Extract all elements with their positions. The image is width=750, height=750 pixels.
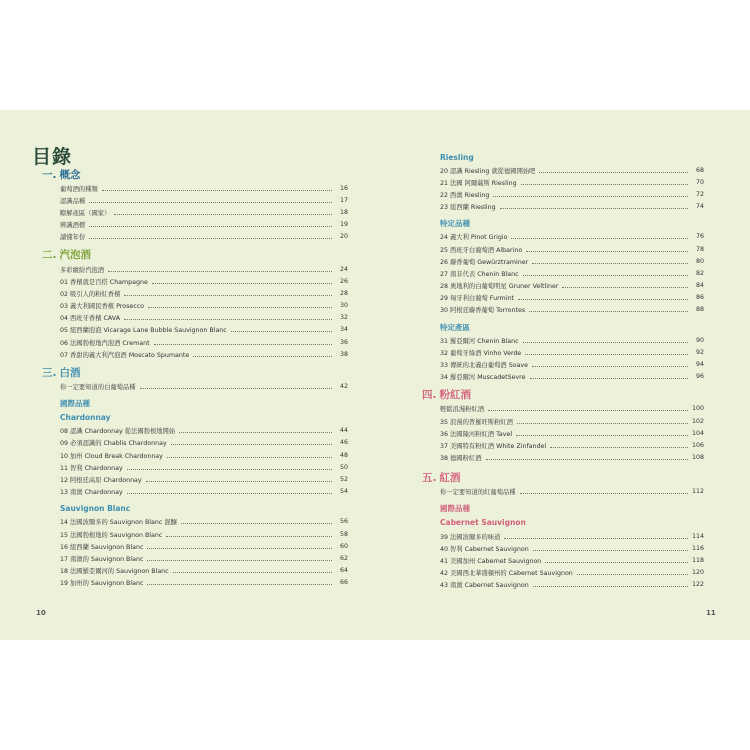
toc-entry-label: 多彩繽紛汽泡酒 bbox=[60, 266, 105, 274]
toc-entry-label: 02 吸引人的粉紅香檳 bbox=[60, 290, 121, 298]
toc-entry-label: 39 法國波爾多的味道 bbox=[440, 533, 501, 541]
toc-entry[interactable] bbox=[440, 292, 704, 304]
toc-entry-page: 16 bbox=[339, 184, 348, 192]
toc-entry[interactable] bbox=[60, 449, 348, 461]
toc-entry[interactable] bbox=[60, 516, 348, 528]
dot-leader bbox=[518, 299, 688, 300]
toc-entry[interactable] bbox=[440, 267, 704, 279]
toc-entry-page: 78 bbox=[695, 245, 704, 253]
toc-entry-page: 100 bbox=[691, 405, 704, 413]
subheading-special-regions: 特定產區 bbox=[440, 322, 470, 332]
toc-entry-page: 62 bbox=[339, 554, 348, 562]
dot-leader bbox=[511, 238, 688, 239]
toc-entry[interactable] bbox=[440, 579, 704, 591]
toc-entry[interactable] bbox=[60, 275, 348, 287]
toc-entry-label: 17 南澳的 Sauvignon Blanc bbox=[60, 555, 144, 563]
section-rose-list bbox=[440, 403, 704, 464]
toc-entry[interactable] bbox=[60, 312, 348, 324]
toc-entry[interactable] bbox=[440, 486, 704, 498]
toc-entry-page: 38 bbox=[339, 350, 348, 358]
dot-leader bbox=[545, 562, 688, 563]
toc-entry-label: 43 南澳 Cabernet Sauvignon bbox=[440, 582, 529, 590]
toc-entry-label: 你一定要知道的白葡萄品種 bbox=[60, 384, 136, 392]
section-sparkling-heading: 二. 汽泡酒 bbox=[42, 249, 91, 262]
toc-entry-page: 108 bbox=[691, 454, 704, 462]
toc-entry-label: 37 美國特有粉紅酒 White Zinfandel bbox=[440, 442, 547, 450]
toc-entry-page: 104 bbox=[691, 429, 704, 437]
toc-entry-page: 122 bbox=[691, 581, 704, 589]
dot-leader bbox=[193, 356, 332, 357]
toc-entry-label: 你一定要知道的紅葡萄品種 bbox=[440, 489, 516, 497]
subheading-chardonnay: Chardonnay bbox=[60, 413, 111, 423]
toc-entry-page: 64 bbox=[339, 567, 348, 575]
toc-entry-page: 92 bbox=[695, 348, 704, 356]
toc-entry-page: 86 bbox=[695, 294, 704, 302]
toc-entry-label: 31 羅亞爾河 Chenin Blanc bbox=[440, 337, 519, 345]
toc-entry-page: 50 bbox=[339, 463, 348, 471]
dot-leader bbox=[231, 331, 332, 332]
toc-entry-label: 34 羅亞爾河 MuscadetSevre bbox=[440, 374, 526, 382]
dot-leader bbox=[523, 275, 688, 276]
dot-leader bbox=[147, 560, 332, 561]
toc-entry-page: 44 bbox=[339, 427, 348, 435]
toc-entry-page: 34 bbox=[339, 326, 348, 334]
dot-leader bbox=[539, 172, 688, 173]
toc-entry-page: 66 bbox=[339, 579, 348, 587]
sauvignon-blanc-list bbox=[60, 516, 348, 589]
section-rose-heading: 四. 粉紅酒 bbox=[422, 389, 471, 402]
toc-entry[interactable] bbox=[60, 348, 348, 360]
toc-entry-page: 94 bbox=[695, 361, 704, 369]
toc-entry-page: 36 bbox=[339, 338, 348, 346]
toc-entry-label: 12 阿根廷高原 Chardonnay bbox=[60, 476, 142, 484]
toc-entry-label: 24 義大利 Pinot Grigio bbox=[440, 234, 508, 242]
special-regions-list bbox=[440, 334, 704, 383]
toc-entry[interactable] bbox=[60, 461, 348, 473]
dot-leader bbox=[108, 271, 332, 272]
toc-entry-page: 42 bbox=[339, 383, 348, 391]
toc-entry[interactable] bbox=[60, 194, 348, 206]
toc-entry-page: 24 bbox=[339, 265, 348, 273]
dot-leader bbox=[486, 459, 689, 460]
toc-entry[interactable] bbox=[440, 176, 704, 188]
toc-entry[interactable] bbox=[440, 403, 704, 415]
toc-entry[interactable] bbox=[60, 287, 348, 299]
dot-leader bbox=[171, 444, 332, 445]
dot-leader bbox=[550, 447, 688, 448]
subheading-cabernet-sauvignon: Cabernet Sauvignon bbox=[440, 518, 526, 528]
toc-entry[interactable] bbox=[60, 486, 348, 498]
dot-leader bbox=[181, 523, 332, 524]
dot-leader bbox=[533, 550, 688, 551]
dot-leader bbox=[173, 572, 332, 573]
dot-leader bbox=[152, 283, 332, 284]
toc-entry-label: 22 西澳 Riesling bbox=[440, 191, 490, 199]
dot-leader bbox=[147, 548, 332, 549]
dot-leader bbox=[127, 493, 332, 494]
dot-leader bbox=[124, 319, 332, 320]
toc-entry-label: 11 智利 Chardonnay bbox=[60, 464, 123, 472]
toc-entry-label: 輕鬆浪漫粉紅酒 bbox=[440, 406, 485, 414]
toc-entry[interactable] bbox=[440, 439, 704, 451]
toc-entry-page: 106 bbox=[691, 441, 704, 449]
toc-entry[interactable] bbox=[440, 201, 704, 213]
toc-entry[interactable] bbox=[440, 542, 704, 554]
toc-entry-page: 70 bbox=[695, 178, 704, 186]
page-number-left: 10 bbox=[36, 609, 46, 617]
toc-entry[interactable] bbox=[60, 263, 348, 275]
left-column bbox=[42, 166, 348, 589]
dot-leader bbox=[488, 410, 688, 411]
dot-leader bbox=[148, 307, 332, 308]
toc-entry-page: 56 bbox=[339, 518, 348, 526]
toc-entry[interactable] bbox=[60, 336, 348, 348]
toc-entry-page: 82 bbox=[695, 269, 704, 277]
toc-entry[interactable] bbox=[60, 324, 348, 336]
toc-entry-page: 84 bbox=[695, 282, 704, 290]
subheading-international-red: 國際品種 bbox=[440, 504, 470, 514]
dot-leader bbox=[89, 238, 332, 239]
toc-entry-page: 114 bbox=[691, 532, 704, 540]
toc-entry-page: 48 bbox=[339, 451, 348, 459]
toc-entry-page: 60 bbox=[339, 542, 348, 550]
dot-leader bbox=[154, 344, 332, 345]
toc-entry-page: 20 bbox=[339, 233, 348, 241]
toc-entry-page: 112 bbox=[691, 488, 704, 496]
toc-entry-page: 118 bbox=[691, 556, 704, 564]
toc-entry-label: 18 法國羅亞爾河的 Sauvignon Blanc bbox=[60, 568, 169, 576]
dot-leader bbox=[532, 366, 688, 367]
toc-entry-label: 06 法國勃根地汽泡酒 Cremant bbox=[60, 339, 150, 347]
toc-entry-label: 瞭解產區（國家） bbox=[60, 209, 111, 217]
toc-entry-label: 35 浪漫的普羅旺斯粉紅酒 bbox=[440, 418, 513, 426]
toc-entry-page: 96 bbox=[695, 373, 704, 381]
section-concepts-list bbox=[60, 182, 348, 243]
toc-entry-label: 15 法國勃根地的 Sauvignon Blanc bbox=[60, 531, 163, 539]
toc-entry-label: 03 義大利國民香檳 Prosecco bbox=[60, 303, 145, 311]
section-red-intro bbox=[440, 486, 704, 498]
toc-entry[interactable] bbox=[440, 452, 704, 464]
toc-entry[interactable] bbox=[60, 300, 348, 312]
page-number-right: 11 bbox=[706, 609, 716, 617]
toc-entry[interactable] bbox=[60, 473, 348, 485]
dot-leader bbox=[89, 202, 332, 203]
dot-leader bbox=[523, 342, 688, 343]
toc-entry-page: 26 bbox=[339, 277, 348, 285]
dot-leader bbox=[166, 536, 332, 537]
dot-leader bbox=[124, 295, 332, 296]
toc-entry-label: 42 美國西北華盛頓州的 Cabernet Sauvignon bbox=[440, 570, 573, 578]
toc-entry[interactable] bbox=[60, 528, 348, 540]
toc-entry[interactable] bbox=[440, 346, 704, 358]
toc-entry-label: 01 香檳就是百搭 Champagne bbox=[60, 278, 148, 286]
toc-entry-page: 17 bbox=[339, 196, 348, 204]
toc-entry[interactable] bbox=[440, 188, 704, 200]
toc-entry[interactable] bbox=[60, 552, 348, 564]
toc-entry-label: 25 西班牙白葡萄酒 Albarino bbox=[440, 246, 523, 254]
toc-entry-page: 58 bbox=[339, 530, 348, 538]
toc-entry-label: 41 美國加州 Cabernet Sauvignon bbox=[440, 557, 542, 565]
toc-entry-label: 23 紐西蘭 Riesling bbox=[440, 204, 496, 212]
toc-entry-page: 74 bbox=[695, 203, 704, 211]
dot-leader bbox=[521, 184, 688, 185]
toc-entry[interactable] bbox=[440, 304, 704, 316]
dot-leader bbox=[89, 226, 332, 227]
toc-entry-label: 04 西班牙香檳 CAVA bbox=[60, 315, 121, 323]
toc-entry[interactable] bbox=[60, 437, 348, 449]
subheading-international: 國際品種 bbox=[60, 399, 90, 409]
dot-leader bbox=[127, 469, 332, 470]
toc-entry-page: 54 bbox=[339, 488, 348, 496]
dot-leader bbox=[140, 388, 332, 389]
cabernet-sauvignon-list bbox=[440, 530, 704, 591]
toc-entry-label: 葡萄酒的種類 bbox=[60, 185, 98, 193]
toc-entry-label: 40 智利 Cabernet Sauvignon bbox=[440, 545, 529, 553]
toc-entry-label: 辨識酒標 bbox=[60, 222, 86, 230]
dot-leader bbox=[532, 263, 688, 264]
dot-leader bbox=[577, 574, 688, 575]
toc-entry-page: 116 bbox=[691, 544, 704, 552]
toc-entry-page: 28 bbox=[339, 289, 348, 297]
section-white-intro bbox=[60, 380, 348, 392]
dot-leader bbox=[529, 311, 688, 312]
toc-entry-page: 19 bbox=[339, 221, 348, 229]
toc-entry-label: 10 加州 Cloud Break Chardonnay bbox=[60, 452, 163, 460]
toc-entry-label: 26 麝香葡萄 Gewürztraminer bbox=[440, 258, 529, 266]
toc-entry-label: 認識品種 bbox=[60, 197, 86, 205]
toc-entry-page: 32 bbox=[339, 314, 348, 322]
section-white-heading: 三. 白酒 bbox=[42, 366, 81, 379]
dot-leader bbox=[500, 208, 688, 209]
dot-leader bbox=[530, 378, 689, 379]
toc-entry-label: 08 認識 Chardonnay 從法國勃根地開始 bbox=[60, 428, 176, 436]
toc-entry[interactable] bbox=[440, 231, 704, 243]
toc-entry-label: 14 法國波爾多的 Sauvignon Blanc 混釀 bbox=[60, 519, 177, 527]
toc-entry-page: 18 bbox=[339, 208, 348, 216]
chardonnay-list bbox=[60, 425, 348, 498]
toc-entry[interactable] bbox=[440, 255, 704, 267]
dot-leader bbox=[167, 457, 332, 458]
dot-leader bbox=[516, 435, 688, 436]
toc-entry-label: 36 法國隆河粉紅酒 Tavel bbox=[440, 430, 513, 438]
toc-entry-page: 46 bbox=[339, 439, 348, 447]
dot-leader bbox=[562, 287, 688, 288]
toc-entry[interactable] bbox=[60, 182, 348, 194]
right-column bbox=[422, 150, 704, 591]
toc-entry[interactable] bbox=[60, 219, 348, 231]
toc-entry-page: 102 bbox=[691, 417, 704, 425]
subheading-riesling: Riesling bbox=[440, 152, 474, 162]
dot-leader bbox=[520, 493, 688, 494]
toc-entry-label: 32 葡萄牙綠酒 Vinho Verde bbox=[440, 349, 522, 357]
toc-entry[interactable] bbox=[440, 164, 704, 176]
toc-entry-page: 68 bbox=[695, 166, 704, 174]
section-concepts-heading: 一. 概念 bbox=[42, 168, 81, 181]
toc-entry[interactable] bbox=[440, 567, 704, 579]
toc-entry-page: 90 bbox=[695, 336, 704, 344]
toc-entry[interactable] bbox=[60, 565, 348, 577]
toc-entry[interactable] bbox=[440, 530, 704, 542]
toc-entry[interactable] bbox=[60, 380, 348, 392]
special-varieties-list bbox=[440, 231, 704, 316]
toc-entry-label: 28 奧地利的白葡萄明星 Gruner Veltliner bbox=[440, 283, 559, 291]
toc-entry-label: 27 南非代表 Chenin Blanc bbox=[440, 270, 519, 278]
toc-entry[interactable] bbox=[60, 206, 348, 218]
toc-entry[interactable] bbox=[440, 371, 704, 383]
toc-entry[interactable] bbox=[440, 415, 704, 427]
toc-entry[interactable] bbox=[440, 554, 704, 566]
toc-entry-label: 30 阿根廷麝香葡萄 Torrontes bbox=[440, 307, 526, 315]
toc-entry-page: 72 bbox=[695, 190, 704, 198]
dot-leader bbox=[147, 584, 332, 585]
toc-entry[interactable] bbox=[440, 427, 704, 439]
toc-entry-label: 33 傳統的北義白葡萄酒 Soave bbox=[440, 362, 528, 370]
toc-entry-page: 52 bbox=[339, 475, 348, 483]
toc-entry[interactable] bbox=[60, 425, 348, 437]
toc-entry-page: 88 bbox=[695, 306, 704, 314]
dot-leader bbox=[504, 538, 688, 539]
dot-leader bbox=[517, 423, 688, 424]
dot-leader bbox=[493, 196, 688, 197]
toc-entry-label: 07 香甜的義大利汽泡酒 Moscato Spumante bbox=[60, 351, 190, 359]
toc-entry-label: 05 紐西蘭泡泡 Vicarage Lane Bubble Sauvignon Blanc bbox=[60, 327, 227, 335]
toc-entry-page: 80 bbox=[695, 257, 704, 265]
toc-entry[interactable] bbox=[440, 334, 704, 346]
dot-leader bbox=[533, 586, 688, 587]
toc-entry[interactable] bbox=[440, 243, 704, 255]
toc-entry[interactable] bbox=[440, 280, 704, 292]
toc-entry-label: 09 必須認識的 Chablis Chardonnay bbox=[60, 440, 167, 448]
dot-leader bbox=[525, 354, 688, 355]
section-red-heading: 五. 紅酒 bbox=[422, 472, 461, 485]
toc-entry-page: 30 bbox=[339, 302, 348, 310]
toc-entry-page: 76 bbox=[695, 233, 704, 241]
toc-entry-label: 21 法國 阿爾薩斯 Riesling bbox=[440, 179, 517, 187]
toc-entry-label: 16 紐西蘭 Sauvignon Blanc bbox=[60, 543, 144, 551]
dot-leader bbox=[146, 481, 332, 482]
subheading-sauvignon-blanc: Sauvignon Blanc bbox=[60, 504, 131, 514]
toc-entry-label: 20 認識 Riesling 就從德國開始吧 bbox=[440, 167, 536, 175]
toc-entry[interactable] bbox=[440, 358, 704, 370]
toc-entry-label: 讀懂年份 bbox=[60, 234, 86, 242]
toc-entry[interactable] bbox=[60, 540, 348, 552]
dot-leader bbox=[102, 190, 332, 191]
toc-entry[interactable] bbox=[60, 231, 348, 243]
dot-leader bbox=[114, 214, 332, 215]
subheading-special-varieties: 特定品種 bbox=[440, 219, 470, 229]
dot-leader bbox=[179, 432, 332, 433]
section-sparkling-list bbox=[60, 263, 348, 361]
toc-entry-label: 38 德國粉紅酒 bbox=[440, 455, 482, 463]
toc-title: 目錄 bbox=[32, 146, 73, 168]
toc-entry[interactable] bbox=[60, 577, 348, 589]
toc-entry-label: 29 匈牙利白葡萄 Furmint bbox=[440, 295, 514, 303]
riesling-list bbox=[440, 164, 704, 213]
toc-entry-label: 19 加州的 Sauvignon Blanc bbox=[60, 580, 144, 588]
toc-entry-page: 120 bbox=[691, 569, 704, 577]
dot-leader bbox=[526, 251, 688, 252]
toc-entry-label: 13 南澳 Chardonnay bbox=[60, 489, 123, 497]
